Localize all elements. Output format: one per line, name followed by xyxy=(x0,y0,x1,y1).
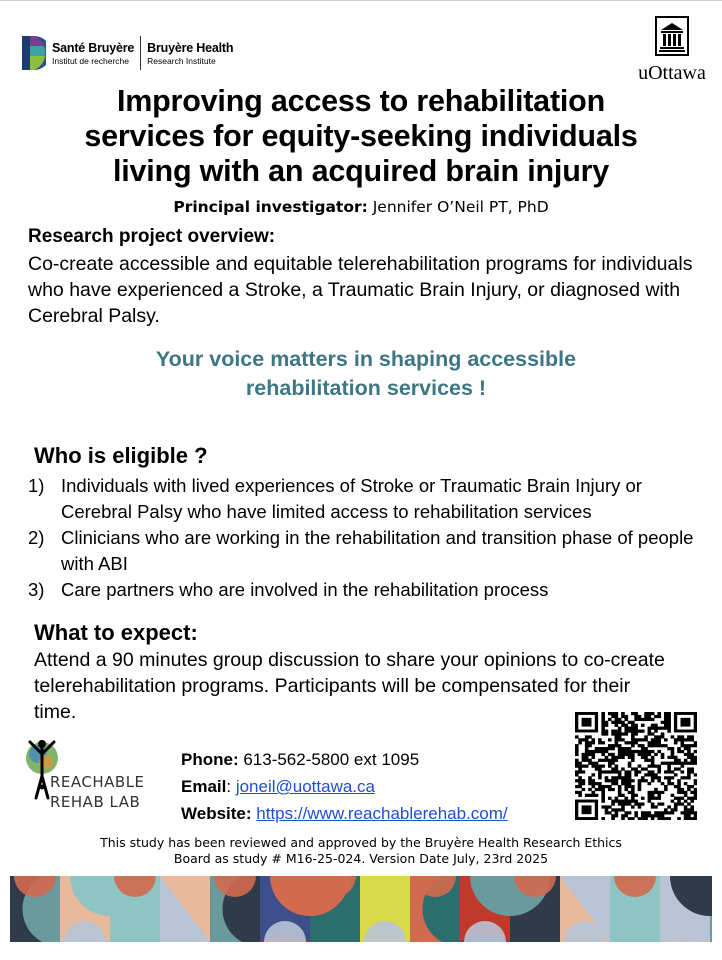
list-item xyxy=(28,577,714,603)
ethics-line: Board as study # M16-25-024. Version Date July, 23rd 2025 xyxy=(173,851,549,866)
page-title xyxy=(0,84,722,189)
phone-row xyxy=(181,746,508,773)
building-icon xyxy=(655,16,689,56)
bruyere-fr-name: Santé Bruyère xyxy=(52,40,135,55)
email-row xyxy=(181,773,508,800)
website-link[interactable]: https://www.reachablerehab.com/ xyxy=(256,804,508,823)
bruyere-mark-icon xyxy=(20,34,46,72)
list-text: Individuals with lived experiences of Stroke or Traumatic Brain Injury or Cerebral Palsy who have limited access to rehabilitation services xyxy=(61,475,642,522)
website-row xyxy=(181,800,508,827)
phone-value: 613-562-5800 ext 1095 xyxy=(238,750,420,769)
qr-code[interactable] xyxy=(575,712,697,820)
uottawa-logo xyxy=(630,16,714,92)
decorative-banner xyxy=(10,876,712,942)
eligibility-list xyxy=(28,473,714,603)
bruyere-en-sub: Research Institute xyxy=(147,55,216,66)
lab-wordmark xyxy=(50,772,145,812)
voice-callout xyxy=(0,345,722,403)
title-line: living with an acquired brain injury xyxy=(112,154,610,188)
expect-heading: What to expect: xyxy=(34,620,198,645)
title-line: Improving access to rehabilitation xyxy=(116,84,606,118)
contact-block xyxy=(181,746,508,827)
principal-investigator xyxy=(0,198,722,216)
overview-heading: Research project overview: xyxy=(28,226,276,247)
email-separator: : xyxy=(226,777,236,796)
ethics-line: This study has been reviewed and approved by the Bruyère Health Research Ethics xyxy=(100,835,622,850)
lab-line: REHAB LAB xyxy=(50,793,141,811)
bruyere-logo xyxy=(20,34,233,72)
list-text: Care partners who are involved in the rehabilitation process xyxy=(61,579,549,600)
list-number: 1) xyxy=(28,475,45,496)
expect-body: Attend a 90 minutes group discussion to share your opinions to co-create telerehabilitation programs. Participants will be compensated for their time. xyxy=(34,649,665,723)
bruyere-fr-sub: Institut de recherche xyxy=(52,55,130,66)
logo-divider xyxy=(140,36,141,70)
list-text: Clinicians who are working in the rehabilitation and transition phase of people with ABI xyxy=(61,527,694,574)
uottawa-wordmark: uOttawa xyxy=(638,62,706,84)
list-item xyxy=(28,525,714,577)
top-border xyxy=(0,0,722,1)
website-label: Website: xyxy=(181,804,252,823)
list-number: 3) xyxy=(28,579,45,600)
voice-line: Your voice matters in shaping accessible xyxy=(155,347,577,371)
list-number: 2) xyxy=(28,527,45,548)
email-label: Email xyxy=(181,777,227,796)
ethics-note xyxy=(0,835,722,867)
pi-name: Jennifer O’Neil PT, PhD xyxy=(367,198,549,216)
phone-label: Phone: xyxy=(181,750,239,769)
list-item xyxy=(28,473,714,525)
bruyere-en-name: Bruyère Health xyxy=(147,40,234,55)
voice-line: rehabilitation services ! xyxy=(245,376,487,400)
title-line: services for equity-seeking individuals xyxy=(84,119,638,153)
eligibility-heading: Who is eligible ? xyxy=(34,443,208,468)
email-link[interactable]: joneil@uottawa.ca xyxy=(235,777,375,796)
pi-label: Principal investigator: xyxy=(173,198,368,216)
lab-line: REACHABLE xyxy=(50,773,145,791)
overview-body: Co-create accessible and equitable telerehabilitation programs for individuals who have experienced a Stroke, a Traumatic Brain Injury, or diagnosed with Cerebral Palsy. xyxy=(28,253,693,327)
